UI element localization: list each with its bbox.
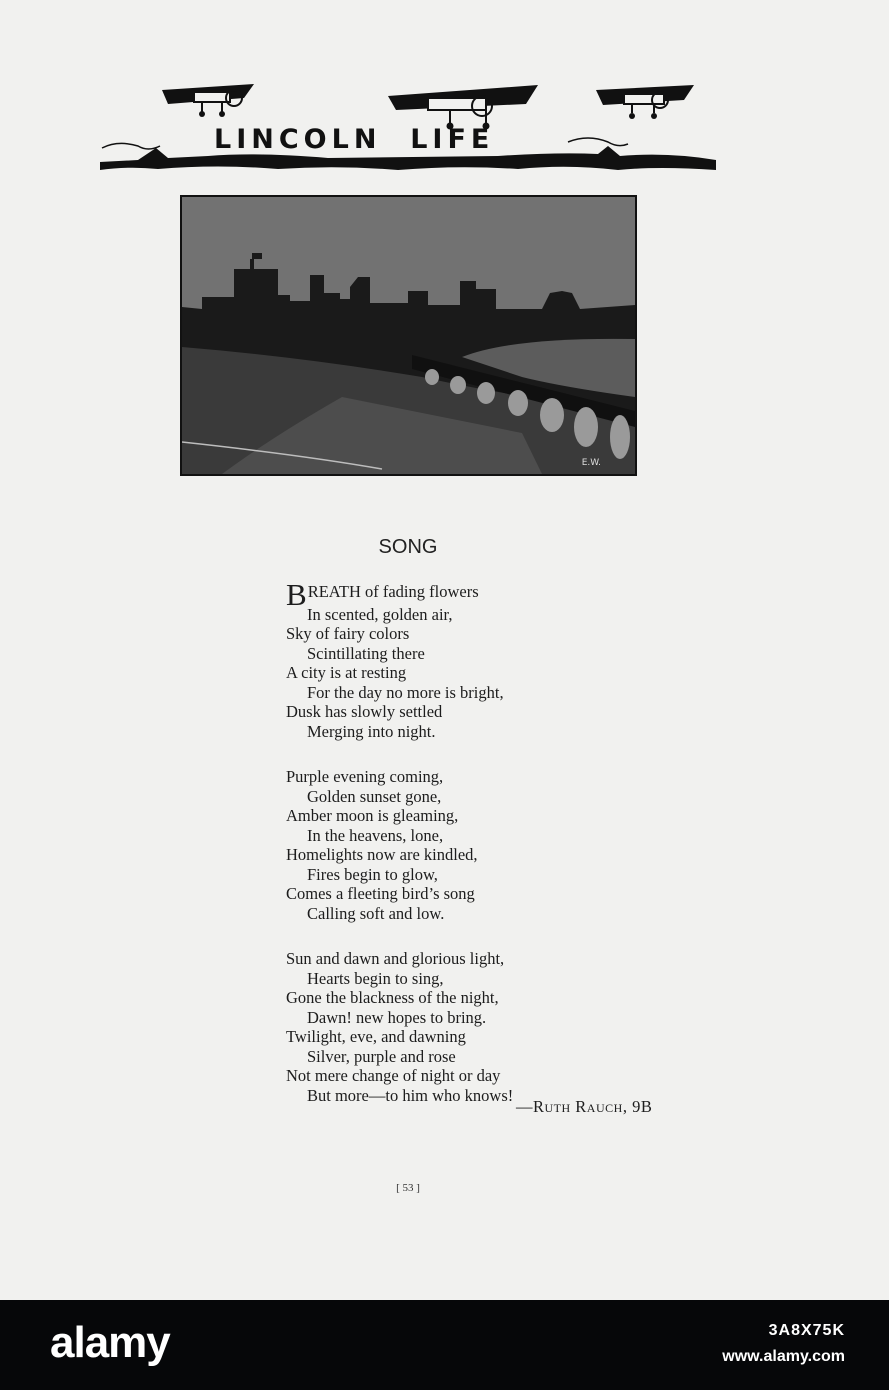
poem-line: For the day no more is bright,: [307, 682, 504, 702]
poem-line: A city is at resting: [286, 663, 407, 682]
header-airplanes-art: [98, 70, 718, 175]
poem-line: BREATH of fading flowers: [286, 577, 479, 612]
poem-line: Silver, purple and rose: [307, 1046, 456, 1066]
poem-body: [286, 577, 726, 1131]
stock-watermark-bar: [0, 1300, 889, 1390]
poem-line: Fires begin to glow,: [307, 864, 438, 884]
poem-line: Amber moon is gleaming,: [286, 806, 459, 825]
stock-url: www.alamy.com: [722, 1348, 845, 1365]
poem-attribution: —Ruth Rauch, 9B: [516, 1097, 653, 1116]
stanza-3: [286, 949, 726, 1105]
skyline-drawing: [182, 197, 635, 474]
stock-brand-logo: alamy: [50, 1318, 170, 1367]
author-name: Ruth Rauch: [533, 1097, 623, 1116]
artist-signature: E.W.: [581, 458, 601, 468]
poem-line: Hearts begin to sing,: [307, 968, 444, 988]
poem-title: SONG: [378, 536, 438, 558]
stock-image-id: 3A8X75K: [768, 1322, 845, 1339]
poem-line: In scented, golden air,: [307, 604, 453, 624]
author-grade: , 9B: [622, 1097, 653, 1116]
poem-line: Scintillating there: [307, 643, 425, 663]
poem-line: Gone the blackness of the night,: [286, 988, 499, 1007]
poem-line: Calling soft and low.: [307, 903, 445, 923]
poem-line: Sky of fairy colors: [286, 624, 410, 643]
poem-line: Sun and dawn and glorious light,: [286, 949, 505, 968]
stanza-2: [286, 767, 726, 923]
poem-line: Purple evening coming,: [286, 767, 444, 786]
header-title: LINCOLN LIFE: [214, 124, 495, 155]
poem-line: Comes a fleeting bird’s song: [286, 884, 475, 903]
poem-line: Twilight, eve, and dawning: [286, 1027, 466, 1046]
airplane-icon-center: [388, 85, 538, 130]
poem-line: Dusk has slowly settled: [286, 702, 443, 721]
city-skyline-illustration: [180, 195, 637, 476]
poem-line: Merging into night.: [307, 721, 436, 741]
poem-line: Dawn! new hopes to bring.: [307, 1007, 487, 1027]
page-number: [ 53 ]: [396, 1182, 420, 1194]
drop-cap: B: [286, 577, 307, 612]
poem-line: Golden sunset gone,: [307, 786, 442, 806]
stanza-1: [286, 577, 726, 741]
poem-line: In the heavens, lone,: [307, 825, 444, 845]
poem-line: But more—to him who knows!: [307, 1085, 514, 1105]
airplane-icon-right: [596, 85, 694, 119]
poem-line: Not mere change of night or day: [286, 1066, 501, 1085]
poem-line: Homelights now are kindled,: [286, 845, 478, 864]
airplane-icon-left: [162, 84, 254, 117]
